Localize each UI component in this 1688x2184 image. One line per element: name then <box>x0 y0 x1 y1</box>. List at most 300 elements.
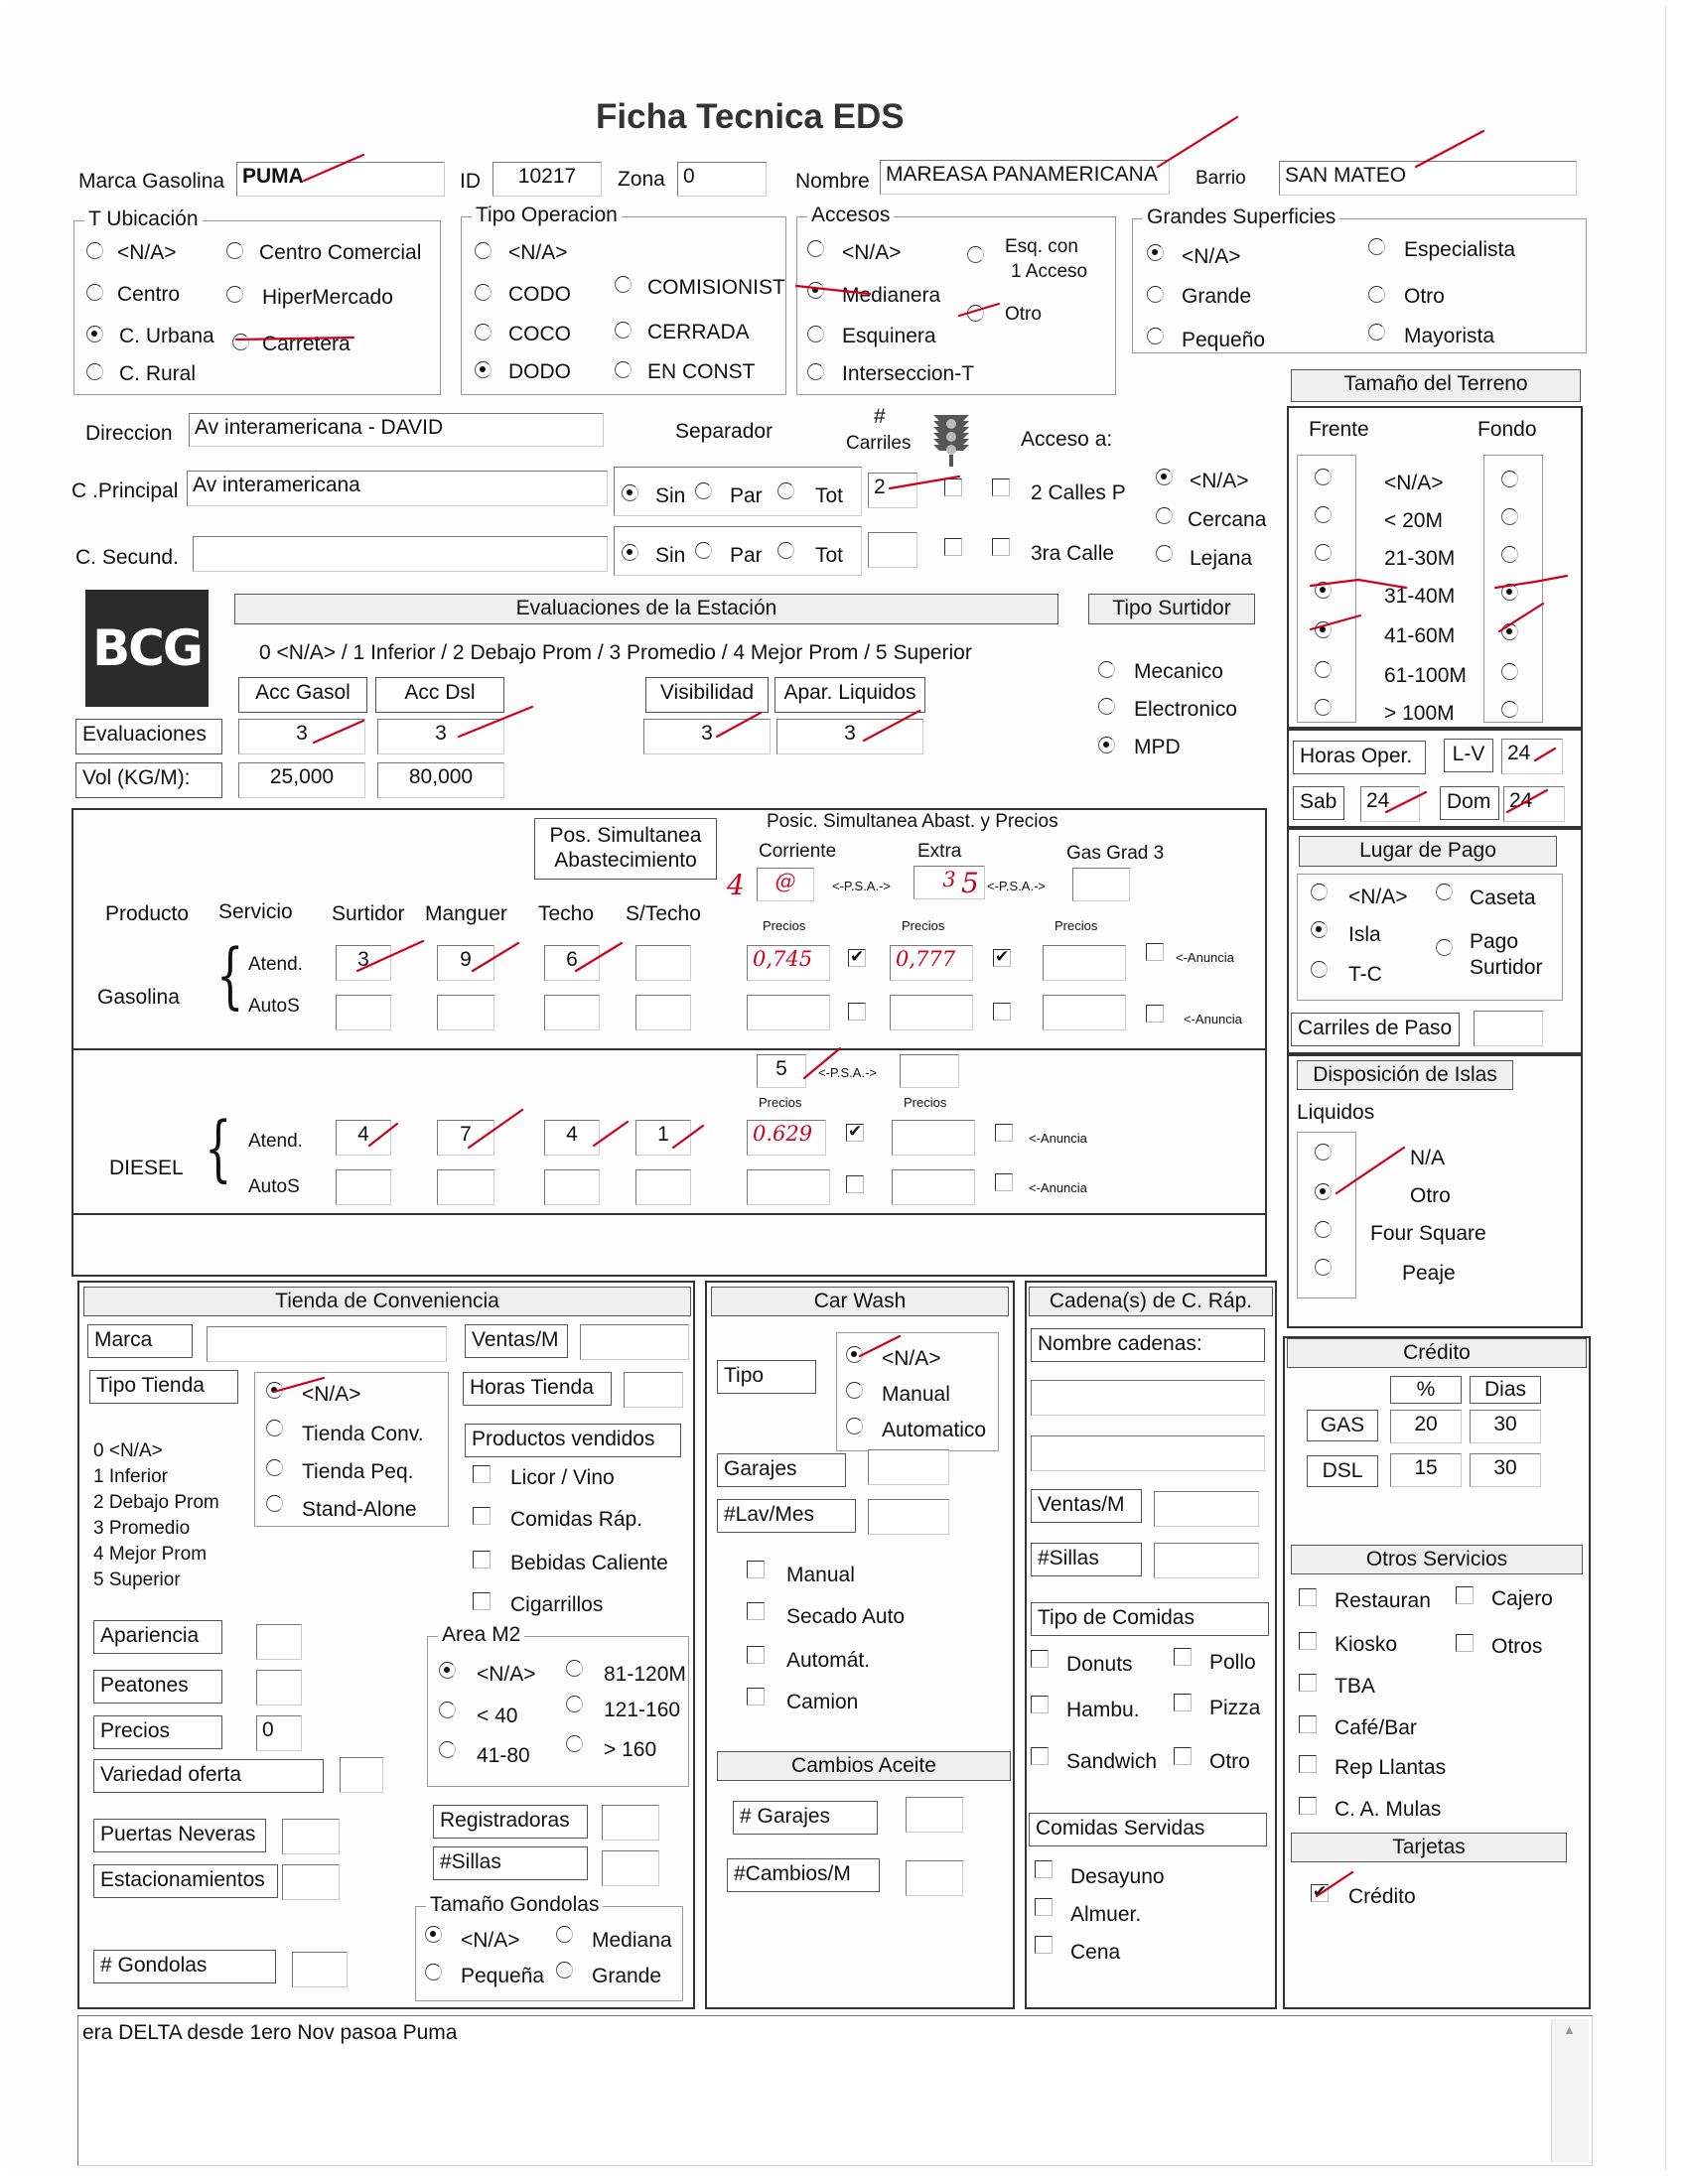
gas-atend-precio-gas3[interactable] <box>1043 945 1126 981</box>
tercera-calle-label: 3ra Calle <box>1031 542 1115 565</box>
islas-peaje-radio[interactable] <box>1315 1259 1332 1276</box>
gas-autos-manguer[interactable] <box>437 995 494 1030</box>
area-41-radio[interactable] <box>439 1741 456 1758</box>
otros-checkbox-4[interactable] <box>1299 1674 1317 1692</box>
productos-vendidos-label: Productos vendidos <box>465 1424 681 1457</box>
pago-tc-radio[interactable] <box>1311 961 1328 978</box>
ubicacion-title: T Ubicación <box>84 208 203 229</box>
zona-field[interactable]: 0 <box>677 162 767 197</box>
ngarajes-field[interactable] <box>906 1797 963 1833</box>
diesel-atend-stecho[interactable]: 1 <box>635 1120 691 1156</box>
islas-otro-label: Otro <box>1410 1184 1451 1207</box>
surtidor-mpd-label: MPD <box>1134 736 1181 758</box>
islas-otro-radio[interactable] <box>1315 1183 1332 1200</box>
tienda-na-radio[interactable] <box>266 1382 283 1399</box>
terreno-range-label-6: > 100M <box>1384 702 1455 725</box>
comida-checkbox-4[interactable] <box>1031 1747 1049 1765</box>
operacion-coco-radio[interactable] <box>475 324 492 341</box>
superficies-grande-label: Grande <box>1182 285 1252 308</box>
terreno-frente-radio-3[interactable] <box>1315 582 1332 599</box>
otros-checkbox-5[interactable] <box>1299 1715 1317 1733</box>
superficies-otro-label: Otro <box>1404 285 1445 308</box>
operacion-cerrada-radio[interactable] <box>615 322 632 339</box>
gas-autos-corriente-checkbox[interactable] <box>848 1003 866 1021</box>
gond-mediana-radio[interactable] <box>556 1926 573 1943</box>
comida-checkbox-2[interactable] <box>1031 1696 1049 1713</box>
pago-surtidor-label1: Pago <box>1470 930 1519 953</box>
gas-autos-gas3-checkbox[interactable] <box>1146 1005 1164 1023</box>
nombre-field[interactable]: MAREASA PANAMERICANA <box>880 160 1170 195</box>
credito-header: Crédito <box>1287 1338 1587 1368</box>
otros-label-1: Cajero <box>1491 1587 1553 1610</box>
acc-gasol-field[interactable]: 3 <box>238 719 365 754</box>
carwash-check-1[interactable] <box>747 1602 765 1620</box>
superficies-pequeno-radio[interactable] <box>1147 328 1164 344</box>
precios-diesel2-label: Precios <box>904 1095 947 1110</box>
ubicacion-urbana-radio[interactable] <box>86 326 103 342</box>
diesel-autos2-checkbox[interactable] <box>995 1173 1013 1191</box>
superficies-grande-radio[interactable] <box>1147 286 1164 303</box>
principal-tot-radio[interactable] <box>777 482 794 499</box>
productos-divider <box>71 1048 1267 1050</box>
diesel-anuncia-checkbox[interactable] <box>846 1124 864 1142</box>
terreno-fondo-radio-4[interactable] <box>1501 623 1518 640</box>
secund-sin-label: Sin <box>655 544 686 567</box>
otros-header: Otros Servicios <box>1291 1545 1583 1574</box>
principal-field[interactable]: Av interamericana <box>187 471 608 506</box>
gas-corriente-anuncia-checkbox[interactable] <box>848 949 866 967</box>
precios-extra-label: Precios <box>902 918 945 933</box>
accesos-esq-label2: 1 Acceso <box>1011 261 1088 282</box>
horas-label: Horas Oper. <box>1293 741 1426 774</box>
area-title: Area M2 <box>438 1624 524 1645</box>
diesel-autos-precio2[interactable] <box>892 1169 975 1205</box>
terreno-fondo: Fondo <box>1477 418 1537 441</box>
ubicacion-carretera-radio[interactable] <box>232 334 249 350</box>
accesos-otro-radio[interactable] <box>967 305 984 322</box>
vol-gasol-field[interactable]: 25,000 <box>238 762 365 798</box>
operacion-dodo-radio[interactable] <box>475 361 492 378</box>
diesel-atend-precio2[interactable] <box>892 1120 975 1156</box>
surtidor-mecanico-radio[interactable] <box>1098 661 1115 678</box>
otros-checkbox-1[interactable] <box>1456 1586 1474 1604</box>
credito-dsl-dias[interactable]: 30 <box>1470 1453 1541 1487</box>
area-na-radio[interactable] <box>439 1662 456 1679</box>
terreno-fondo-radio-6[interactable] <box>1501 701 1518 718</box>
principal-label: C .Principal <box>71 479 179 502</box>
acceso-a-label: Acceso a: <box>1021 428 1113 451</box>
peatones-field[interactable] <box>256 1670 302 1706</box>
tienda-stand-radio[interactable] <box>266 1495 283 1512</box>
visibilidad-field[interactable]: 3 <box>643 719 771 754</box>
gas-atend-precio-extra[interactable]: 0,777 <box>890 945 973 981</box>
acceso-cercana-label: Cercana <box>1188 508 1267 531</box>
diesel-atend-label: Atend. <box>248 1131 303 1152</box>
tienda-na-label: <N/A> <box>302 1383 361 1406</box>
tercera-calle-checkbox[interactable] <box>992 538 1010 556</box>
carwash-auto-radio[interactable] <box>846 1418 863 1434</box>
principal-tot-label: Tot <box>815 484 844 507</box>
comida-checkbox-3[interactable] <box>1174 1694 1192 1711</box>
pos-sim-box <box>534 818 717 880</box>
notes-scrollbar[interactable] <box>1551 2019 1589 2162</box>
area-121-radio[interactable] <box>566 1696 583 1712</box>
tienda-scale-0: 0 <N/A> <box>93 1440 163 1461</box>
terreno-frente-radio-2[interactable] <box>1315 544 1332 561</box>
productos-divider2 <box>71 1213 1267 1215</box>
secund-semaforo-checkbox[interactable] <box>944 538 962 556</box>
secund-tot-radio[interactable] <box>777 542 794 559</box>
area-40-label: < 40 <box>477 1705 518 1727</box>
notes-field[interactable]: era DELTA desde 1ero Nov pasoa Puma <box>77 2015 1593 2166</box>
puertas-field[interactable] <box>282 1819 340 1854</box>
gas-autos-extra-checkbox[interactable] <box>993 1003 1011 1021</box>
comida-checkbox-0[interactable] <box>1031 1650 1049 1668</box>
secund-carriles-field[interactable] <box>868 532 917 568</box>
scroll-up-icon[interactable]: ▲ <box>1563 2022 1576 2037</box>
acceso-cercana-radio[interactable] <box>1156 507 1173 524</box>
tienda-stand-label: Stand-Alone <box>302 1498 417 1521</box>
traffic-light-icon <box>929 411 973 469</box>
accesos-esq-radio[interactable] <box>967 246 984 263</box>
pago-header: Lugar de Pago <box>1299 836 1557 867</box>
registradoras-field[interactable] <box>602 1805 659 1841</box>
islas-four-label: Four Square <box>1370 1222 1486 1245</box>
barrio-field[interactable]: SAN MATEO <box>1279 161 1577 196</box>
diesel-autos-manguer[interactable] <box>437 1169 494 1205</box>
terreno-fondo-radio-1[interactable] <box>1501 508 1518 525</box>
secund-sin-radio[interactable] <box>622 544 638 561</box>
horas-sab-field[interactable]: 24 <box>1360 786 1420 822</box>
id-field[interactable]: 10217 <box>492 162 602 197</box>
terreno-range-label-1: < 20M <box>1384 509 1443 532</box>
lav-field[interactable] <box>868 1499 949 1535</box>
acceso-na-radio[interactable] <box>1156 469 1173 485</box>
carriles-hash: # <box>874 405 886 428</box>
servida-checkbox-2[interactable] <box>1035 1936 1053 1954</box>
diesel-autos-anuncia: <-Anuncia <box>1029 1180 1087 1195</box>
gas-autos-anuncia: <-Anuncia <box>1184 1012 1242 1026</box>
diesel-psa2-field[interactable] <box>900 1054 959 1088</box>
ubicacion-rural-radio[interactable] <box>86 363 103 380</box>
superficies-pequeno-label: Pequeño <box>1182 329 1266 351</box>
producto-checkbox-1[interactable] <box>473 1507 491 1525</box>
tienda-marca-field[interactable] <box>207 1326 447 1362</box>
terreno-frente-radio-0[interactable] <box>1315 469 1332 485</box>
credito-dias-label: Dias <box>1470 1376 1541 1404</box>
otros-checkbox-3[interactable] <box>1456 1634 1474 1652</box>
operacion-comision-label: COMISIONIST <box>647 276 785 299</box>
corriente-psa-field[interactable]: @ <box>757 868 814 901</box>
vol-dsl-field[interactable]: 80,000 <box>377 762 504 798</box>
tienda-sillas-label: #Sillas <box>433 1846 588 1880</box>
gas3-psa-field[interactable] <box>1072 868 1130 901</box>
calles-p-label: 2 Calles P <box>1031 481 1126 504</box>
superficies-na-radio[interactable] <box>1147 244 1164 261</box>
psa-diesel: <-P.S.A.-> <box>818 1065 878 1080</box>
acceso-lejana-radio[interactable] <box>1156 545 1173 562</box>
variedad-field[interactable] <box>340 1757 383 1793</box>
accesos-intersec-label: Interseccion-T <box>842 362 975 385</box>
carwash-auto-label: Automatico <box>882 1419 987 1441</box>
otros-checkbox-2[interactable] <box>1299 1632 1317 1650</box>
comida-label-0: Donuts <box>1066 1653 1133 1676</box>
carwash-na-radio[interactable] <box>846 1346 863 1363</box>
ubicacion-cc-radio[interactable] <box>226 242 243 259</box>
gas-atend-stecho[interactable] <box>635 945 691 981</box>
gond-grande-radio[interactable] <box>556 1962 573 1979</box>
credito-dsl-label: DSL <box>1307 1455 1378 1487</box>
ubicacion-carretera-label: Carretera <box>262 333 351 355</box>
gas-autos-stecho[interactable] <box>635 995 691 1030</box>
principal-semaforo-checkbox[interactable] <box>944 478 962 496</box>
accesos-intersec-radio[interactable] <box>807 363 824 380</box>
servida-label-0: Desayuno <box>1070 1865 1165 1888</box>
operacion-na-label: <N/A> <box>508 241 568 264</box>
tienda-sillas-field[interactable] <box>602 1850 659 1886</box>
gas-autos-precio-extra[interactable] <box>890 995 973 1030</box>
credito-pct-label: % <box>1390 1376 1462 1404</box>
comidas-servidas-label: Comidas Servidas <box>1029 1813 1267 1846</box>
marca-field[interactable]: PUMA <box>236 162 445 197</box>
secund-field[interactable] <box>193 536 608 572</box>
gas-gas3-anuncia-checkbox[interactable] <box>1146 943 1164 961</box>
carwash-check-label-0: Manual <box>786 1564 855 1586</box>
superficies-especialista-radio[interactable] <box>1368 238 1385 255</box>
terreno-fondo-radio-3[interactable] <box>1501 584 1518 601</box>
gond-pequena-radio[interactable] <box>425 1964 442 1980</box>
tienda-scale-5: 5 Superior <box>93 1570 181 1590</box>
ngond-field[interactable] <box>292 1952 348 1987</box>
otros-checkbox-7[interactable] <box>1299 1797 1317 1815</box>
terreno-frente-radio-5[interactable] <box>1315 661 1332 678</box>
garajes-label: Garajes <box>717 1453 846 1487</box>
area-160-label: > 160 <box>604 1738 657 1761</box>
islas-four-radio[interactable] <box>1315 1221 1332 1238</box>
accesos-medianera-radio[interactable] <box>807 282 824 299</box>
diesel-autos-techo[interactable] <box>544 1169 600 1205</box>
terreno-fondo-radio-2[interactable] <box>1501 546 1518 563</box>
terreno-range-label-0: <N/A> <box>1384 472 1444 494</box>
acc-dsl-field[interactable]: 3 <box>377 719 504 754</box>
ubicacion-urbana-label: C. Urbana <box>119 325 214 347</box>
surtidor-mpd-radio[interactable] <box>1098 737 1115 753</box>
tienda-ventas-field[interactable] <box>580 1324 689 1360</box>
gond-na-radio[interactable] <box>425 1926 442 1943</box>
ubicacion-centro-radio[interactable] <box>86 284 103 301</box>
tienda-peq-label: Tienda Peq. <box>302 1460 414 1483</box>
tienda-ventas-label: Ventas/M <box>465 1324 568 1358</box>
variedad-label: Variedad oferta <box>93 1759 324 1793</box>
extra-label: Extra <box>917 841 962 862</box>
operacion-codo-radio[interactable] <box>475 284 492 301</box>
area-160-radio[interactable] <box>566 1735 583 1752</box>
ubicacion-na-radio[interactable] <box>86 242 103 259</box>
gas-atend-manguer[interactable]: 9 <box>437 945 494 981</box>
islas-na-label: N/A <box>1410 1147 1446 1169</box>
area-41-label: 41-80 <box>477 1744 530 1767</box>
gas-atend-precio-corriente[interactable]: 0,745 <box>747 945 830 981</box>
diesel-autos-precio[interactable] <box>747 1169 830 1205</box>
tienda-peq-radio[interactable] <box>266 1459 283 1476</box>
ubicacion-cc-label: Centro Comercial <box>259 241 422 264</box>
diesel-autos-surtidor[interactable] <box>336 1169 391 1205</box>
secund-par-label: Par <box>730 544 763 567</box>
cadena-2-field[interactable] <box>1031 1435 1265 1471</box>
carwash-manual-radio[interactable] <box>846 1382 863 1399</box>
principal-par-radio[interactable] <box>695 482 712 499</box>
diesel-atend-precio[interactable]: 0.629 <box>747 1120 826 1156</box>
superficies-mayorista-radio[interactable] <box>1368 324 1385 341</box>
pago-na-radio[interactable] <box>1311 884 1328 900</box>
hw-4: 4 <box>727 869 745 901</box>
credito-gas-dias[interactable]: 30 <box>1470 1410 1541 1443</box>
principal-carriles-field[interactable]: 2 <box>868 473 917 508</box>
carwash-check-label-2: Automát. <box>786 1649 871 1672</box>
otros-label-6: Rep Llantas <box>1335 1756 1447 1779</box>
pago-isla-label: Isla <box>1348 923 1381 946</box>
cadenas-sillas-field[interactable] <box>1154 1543 1259 1578</box>
producto-checkbox-3[interactable] <box>473 1592 491 1610</box>
comida-checkbox-1[interactable] <box>1174 1648 1192 1666</box>
garajes-field[interactable] <box>868 1449 949 1485</box>
calles-p-checkbox[interactable] <box>992 478 1010 496</box>
acc-dsl-label: Acc Dsl <box>375 677 504 713</box>
gas-atend-techo[interactable]: 6 <box>544 945 600 981</box>
techo-header: Techo <box>538 902 595 925</box>
diesel-atend-techo[interactable]: 4 <box>544 1120 600 1156</box>
horas-tienda-field[interactable] <box>624 1372 683 1408</box>
gas-autos-precio-corriente[interactable] <box>747 995 830 1030</box>
diesel-autos-checkbox[interactable] <box>846 1175 864 1193</box>
tarjeta-credito-checkbox[interactable] <box>1311 1884 1329 1902</box>
terreno-frente: Frente <box>1309 418 1369 441</box>
carwash-check-3[interactable] <box>747 1688 765 1706</box>
secund-par-radio[interactable] <box>695 542 712 559</box>
terreno-frente-radio-6[interactable] <box>1315 699 1332 716</box>
apariencia-field[interactable] <box>256 1624 302 1660</box>
operacion-na-radio[interactable] <box>475 242 492 259</box>
carwash-header: Car Wash <box>711 1287 1009 1316</box>
marca-label: Marca Gasolina <box>78 170 225 193</box>
carwash-manual-label: Manual <box>882 1383 950 1406</box>
apar-liquidos-field[interactable]: 3 <box>776 719 923 754</box>
gas-autos-precio-gas3[interactable] <box>1043 995 1126 1030</box>
otros-label-5: Café/Bar <box>1335 1716 1417 1739</box>
carwash-check-0[interactable] <box>747 1561 765 1578</box>
comida-checkbox-5[interactable] <box>1174 1747 1192 1765</box>
principal-par-label: Par <box>730 484 763 507</box>
ubicacion-hiper-radio[interactable] <box>226 286 243 303</box>
tienda-conv-radio[interactable] <box>266 1420 283 1436</box>
superficies-otro-radio[interactable] <box>1368 286 1385 303</box>
gas-autos-surtidor[interactable] <box>336 995 391 1030</box>
otros-checkbox-0[interactable] <box>1299 1588 1317 1606</box>
terreno-frente-radio-1[interactable] <box>1315 506 1332 523</box>
horas-dom-field[interactable]: 24 <box>1503 786 1565 822</box>
terreno-fondo-radio-0[interactable] <box>1501 471 1518 487</box>
pago-surtidor-radio[interactable] <box>1436 939 1453 956</box>
secund-tot-label: Tot <box>815 544 844 567</box>
terreno-frente-radio-4[interactable] <box>1315 621 1332 638</box>
diesel-anuncia2-checkbox[interactable] <box>995 1124 1013 1142</box>
servida-label-2: Cena <box>1070 1941 1121 1964</box>
diesel-atend-manguer[interactable]: 7 <box>437 1120 494 1156</box>
tienda-conv-label: Tienda Conv. <box>302 1423 424 1445</box>
extra-psa-field[interactable]: 3 <box>914 866 985 899</box>
direccion-field[interactable]: Av interamericana - DAVID <box>189 413 604 447</box>
cadena-1-field[interactable] <box>1031 1380 1265 1416</box>
credito-gas-pct[interactable]: 20 <box>1390 1410 1462 1443</box>
operacion-coco-label: COCO <box>508 323 571 345</box>
islas-na-radio[interactable] <box>1315 1144 1332 1160</box>
precios-tienda-field[interactable]: 0 <box>256 1715 302 1751</box>
pago-isla-radio[interactable] <box>1311 921 1328 938</box>
estac-field[interactable] <box>282 1864 340 1900</box>
principal-sin-radio[interactable] <box>622 484 638 501</box>
producto-checkbox-2[interactable] <box>473 1551 491 1569</box>
otros-label-7: C. A. Mulas <box>1335 1798 1442 1821</box>
carriles-paso-field[interactable] <box>1474 1011 1543 1046</box>
otros-checkbox-6[interactable] <box>1299 1755 1317 1773</box>
vol-label: Vol (KG/M): <box>75 762 222 798</box>
gas-atend-surtidor[interactable]: 3 <box>336 945 391 981</box>
ncambios-field[interactable] <box>906 1860 963 1896</box>
diesel-autos-label: AutoS <box>248 1176 300 1197</box>
bcg-logo: BCG <box>85 590 209 707</box>
ubicacion-rural-label: C. Rural <box>119 362 197 385</box>
operacion-enconst-label: EN CONST <box>647 360 756 383</box>
apariencia-label: Apariencia <box>93 1620 222 1654</box>
horas-lv-field[interactable]: 24 <box>1501 739 1563 774</box>
carwash-check-2[interactable] <box>747 1646 765 1664</box>
gas-autos-techo[interactable] <box>544 995 600 1030</box>
producto-checkbox-0[interactable] <box>473 1465 491 1483</box>
accesos-na-radio[interactable] <box>807 240 824 257</box>
diesel-atend-surtidor[interactable]: 4 <box>336 1120 391 1156</box>
area-40-radio[interactable] <box>439 1702 456 1718</box>
pos-sim-line2: Abastecimiento <box>554 849 697 873</box>
page-title: Ficha Tecnica EDS <box>596 97 905 136</box>
horas-dom-label: Dom <box>1440 786 1499 820</box>
tienda-header: Tienda de Conveniencia <box>83 1287 691 1316</box>
accesos-esquinera-radio[interactable] <box>807 326 824 342</box>
area-81-radio[interactable] <box>566 1660 583 1677</box>
credito-gas-label: GAS <box>1307 1410 1378 1441</box>
diesel-autos-stecho[interactable] <box>635 1169 691 1205</box>
horas-tienda-label: Horas Tienda <box>463 1372 612 1406</box>
gas-extra-anuncia-checkbox[interactable] <box>993 949 1011 967</box>
pago-caseta-radio[interactable] <box>1436 884 1453 900</box>
gasolina-label: Gasolina <box>97 986 180 1009</box>
surtidor-electronico-label: Electronico <box>1134 698 1237 721</box>
terreno-fondo-radio-5[interactable] <box>1501 663 1518 680</box>
islas-peaje-label: Peaje <box>1402 1262 1456 1285</box>
form-sheet <box>6 6 1666 2170</box>
servida-checkbox-1[interactable] <box>1035 1898 1053 1916</box>
cadenas-ventas-field[interactable] <box>1154 1491 1259 1527</box>
credito-dsl-pct[interactable]: 15 <box>1390 1453 1462 1487</box>
diesel-psa-field[interactable]: 5 <box>757 1054 806 1088</box>
surtidor-electronico-radio[interactable] <box>1098 698 1115 715</box>
pago-caseta-label: Caseta <box>1470 887 1536 909</box>
servida-checkbox-0[interactable] <box>1035 1860 1053 1878</box>
operacion-enconst-radio[interactable] <box>615 361 632 378</box>
psa-corriente: <-P.S.A.-> <box>832 879 892 893</box>
tienda-scale-2: 2 Debajo Prom <box>93 1492 219 1513</box>
lav-label: #Lav/Mes <box>717 1499 856 1533</box>
operacion-comision-radio[interactable] <box>615 276 632 293</box>
